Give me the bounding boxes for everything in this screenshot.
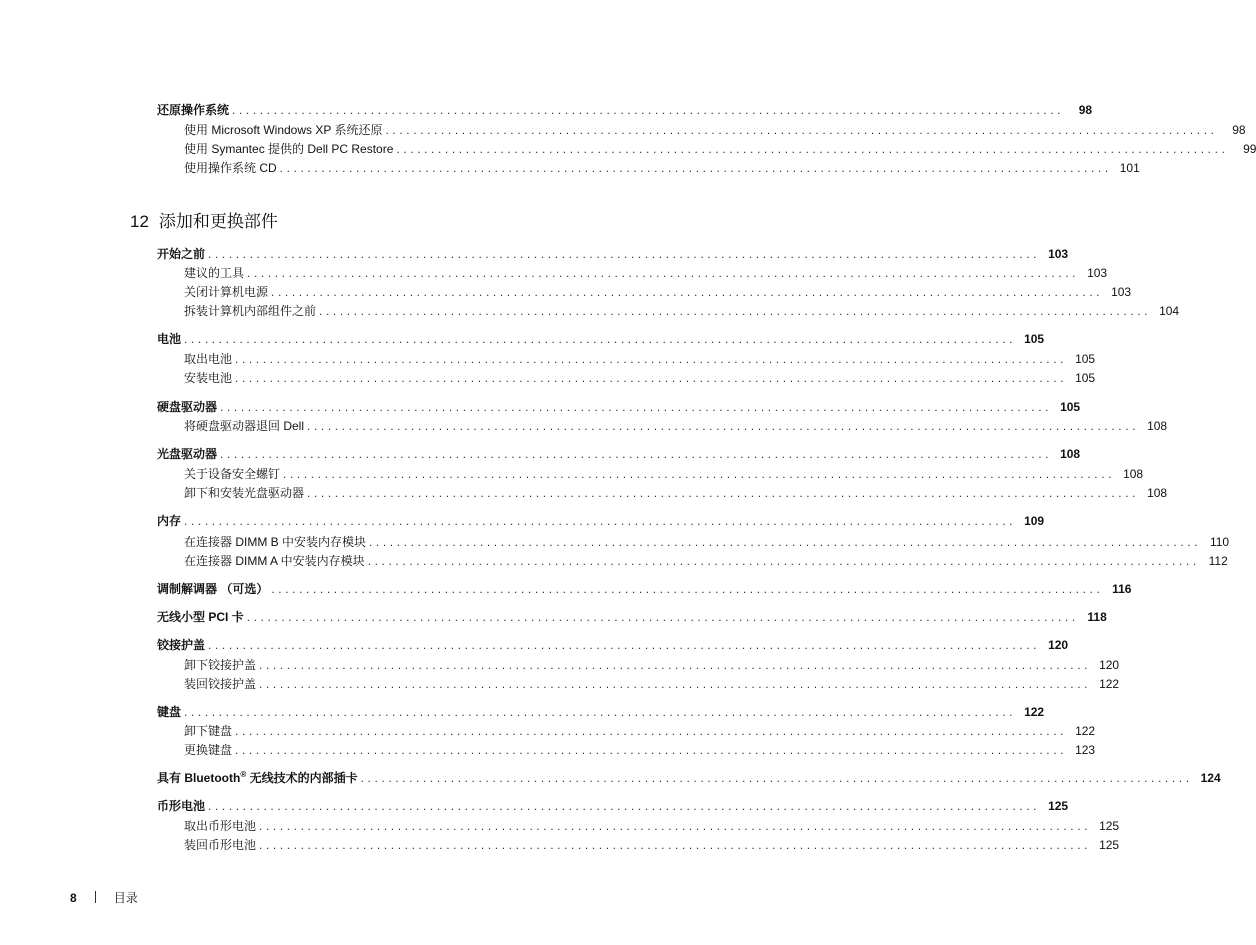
toc-entry-page: 101 (1119, 161, 1140, 175)
page-footer (70, 889, 138, 907)
toc-entry-page: 110 (1209, 535, 1230, 549)
toc-subentry[interactable] (184, 836, 1120, 854)
toc-subentry[interactable] (184, 675, 1120, 693)
toc-entry[interactable] (157, 608, 1107, 626)
chapter-heading (130, 211, 278, 233)
toc-entry[interactable] (157, 512, 1045, 530)
toc-subentry[interactable] (184, 741, 1096, 759)
toc-entry-page: 105 (1075, 371, 1096, 385)
dot-leader: ........................................................................................................................ (279, 161, 1112, 175)
toc-subentry[interactable] (184, 369, 1096, 387)
toc-entry[interactable] (157, 580, 1132, 598)
toc-subentry[interactable] (184, 302, 1180, 320)
toc-entry-title: 使用操作系统 CD (184, 159, 280, 177)
toc-subentry[interactable] (184, 159, 1140, 177)
toc-entry-page: 122 (1075, 724, 1096, 738)
toc-entry-page: 99 (1243, 142, 1256, 156)
dot-leader: ........................................................................................................................ (385, 123, 1218, 137)
chapter-title: 添加和更换部件 (158, 212, 278, 231)
toc-entry-page: 103 (1087, 266, 1108, 280)
toc-entry-title: 安装电池 (184, 369, 235, 387)
toc-entry-title: 在连接器 DIMM A 中安装内存模块 (184, 552, 368, 570)
toc-entry-page: 98 (1232, 123, 1246, 137)
dot-leader: ........................................................................................................................ (259, 677, 1092, 691)
dot-leader: ........................................................................................................................ (307, 486, 1140, 500)
dot-leader: ........................................................................................................................ (235, 724, 1068, 738)
chapter-number: 12 (130, 212, 149, 231)
toc-entry-title: 无线小型 PCI 卡 (157, 608, 247, 626)
toc-entry-page: 103 (1111, 285, 1132, 299)
dot-leader: ........................................................................................................................ (184, 332, 1017, 346)
toc-entry-title (157, 769, 361, 787)
toc-entry-page: 122 (1024, 705, 1045, 719)
toc-entry-title: 币形电池 (157, 797, 208, 815)
toc-entry[interactable] (157, 636, 1069, 654)
toc-entry[interactable] (157, 101, 1093, 119)
toc-entry-title: 键盘 (157, 703, 184, 721)
toc-entry-title: 将硬盘驱动器退回 Dell (184, 417, 307, 435)
dot-leader: ........................................................................................................................ (396, 142, 1229, 156)
toc-entry-page: 105 (1075, 352, 1096, 366)
toc-entry[interactable] (157, 445, 1081, 463)
toc-entry-page: 112 (1208, 554, 1228, 568)
toc-entry-title: 关于设备安全螺钉 (184, 465, 283, 483)
toc-entry-title: 使用 Microsoft Windows XP 系统还原 (184, 121, 385, 139)
toc-entry-title: 取出电池 (184, 350, 235, 368)
toc-entry-page: 103 (1048, 247, 1069, 261)
footer-page-number: 8 (70, 891, 77, 905)
title-suffix: 无线技术的内部插卡 (246, 771, 358, 785)
dot-leader: ........................................................................................................................ (367, 554, 1200, 568)
toc-entry-page: 104 (1159, 304, 1180, 318)
dot-leader: ........................................................................................................................ (369, 535, 1202, 549)
toc-subentry[interactable] (184, 465, 1144, 483)
toc-entry-title: 在连接器 DIMM B 中安装内存模块 (184, 533, 369, 551)
toc-entry-title: 取出币形电池 (184, 817, 259, 835)
dot-leader: ........................................................................................................................ (235, 371, 1068, 385)
dot-leader: ........................................................................................................................ (271, 285, 1104, 299)
dot-leader: ........................................................................................................................ (271, 582, 1104, 596)
toc-entry-page: 125 (1048, 799, 1069, 813)
dot-leader: ........................................................................................................................ (235, 743, 1068, 757)
toc-subentry[interactable] (184, 656, 1120, 674)
toc-subentry[interactable] (184, 533, 1230, 551)
toc-entry-title: 内存 (157, 512, 184, 530)
toc-entry-title: 装回铰接护盖 (184, 675, 259, 693)
toc-entry-page: 124 (1200, 771, 1221, 785)
toc-entry[interactable] (157, 398, 1081, 416)
toc-entry[interactable] (157, 797, 1069, 815)
dot-leader: ........................................................................................................................ (259, 838, 1092, 852)
toc-subentry[interactable] (184, 283, 1132, 301)
toc-entry-title: 铰接护盖 (157, 636, 208, 654)
toc-entry-page: 105 (1060, 400, 1081, 414)
toc-entry-title: 硬盘驱动器 (157, 398, 220, 416)
toc-subentry[interactable] (184, 417, 1168, 435)
toc-entry-title: 开始之前 (157, 245, 208, 263)
toc-entry-page: 120 (1048, 638, 1069, 652)
dot-leader: ........................................................................................................................ (307, 419, 1140, 433)
dot-leader: ........................................................................................................................ (232, 103, 1065, 117)
toc-entry[interactable] (157, 330, 1045, 348)
toc-subentry[interactable] (184, 264, 1108, 282)
toc-entry-title: 卸下键盘 (184, 722, 235, 740)
toc-entry-title: 拆装计算机内部组件之前 (184, 302, 319, 320)
toc-entry-title: 调制解调器 （可选） (157, 580, 271, 598)
dot-leader: ........................................................................................................................ (259, 819, 1092, 833)
toc-entry-title: 卸下铰接护盖 (184, 656, 259, 674)
footer-label: 目录 (113, 891, 138, 905)
toc-entry-page: 108 (1060, 447, 1081, 461)
dot-leader: ........................................................................................................................ (184, 514, 1017, 528)
toc-entry-page: 108 (1123, 467, 1144, 481)
toc-entry-page: 108 (1147, 419, 1168, 433)
toc-entry-page: 122 (1099, 677, 1120, 691)
dot-leader: ........................................................................................................................ (247, 266, 1080, 280)
toc-entry-title: 更换键盘 (184, 741, 235, 759)
footer-divider (95, 891, 96, 903)
dot-leader: ........................................................................................................................ (184, 705, 1017, 719)
toc-entry-title: 使用 Symantec 提供的 Dell PC Restore (184, 140, 396, 158)
toc-subentry[interactable] (184, 121, 1246, 139)
toc-subentry[interactable] (184, 722, 1096, 740)
toc-entry-page: 125 (1099, 819, 1120, 833)
dot-leader: ........................................................................................................................ (220, 447, 1053, 461)
toc-subentry[interactable] (184, 552, 1228, 570)
toc-entry-page: 123 (1075, 743, 1096, 757)
toc-entry-page: 118 (1087, 610, 1107, 624)
toc-entry-title: 建议的工具 (184, 264, 247, 282)
toc-subentry[interactable] (184, 140, 1256, 158)
toc-entry-title: 还原操作系统 (157, 101, 232, 119)
toc-entry[interactable] (157, 245, 1069, 263)
dot-leader: ........................................................................................................................ (208, 638, 1041, 652)
toc-entry-page: 105 (1024, 332, 1045, 346)
toc-subentry[interactable] (184, 817, 1120, 835)
toc-entry-page: 98 (1078, 103, 1093, 117)
dot-leader: ........................................................................................................................ (319, 304, 1152, 318)
dot-leader: ........................................................................................................................ (208, 247, 1041, 261)
dot-leader: ........................................................................................................................ (208, 799, 1041, 813)
toc-subentry[interactable] (184, 484, 1168, 502)
toc-entry-title: 装回币形电池 (184, 836, 259, 854)
dot-leader: ........................................................................................................................ (360, 771, 1193, 785)
toc-entry-title: 电池 (157, 330, 184, 348)
dot-leader: ........................................................................................................................ (220, 400, 1053, 414)
registered-mark: ® (240, 770, 247, 779)
toc-entry[interactable] (157, 703, 1045, 721)
toc-subentry[interactable] (184, 350, 1096, 368)
toc-entry-page: 109 (1024, 514, 1045, 528)
dot-leader: ........................................................................................................................ (235, 352, 1068, 366)
toc-entry-page: 125 (1099, 838, 1120, 852)
title-prefix: 具有 Bluetooth (157, 771, 241, 785)
dot-leader: ........................................................................................................................ (246, 610, 1079, 624)
toc-entry-title: 关闭计算机电源 (184, 283, 271, 301)
toc-entry-page: 120 (1099, 658, 1120, 672)
toc-entry-page: 116 (1112, 582, 1132, 596)
toc-entry-title: 光盘驱动器 (157, 445, 220, 463)
dot-leader: ........................................................................................................................ (259, 658, 1092, 672)
toc-entry-title: 卸下和安装光盘驱动器 (184, 484, 307, 502)
toc-entry[interactable] (157, 769, 1221, 787)
toc-entry-page: 108 (1147, 486, 1168, 500)
dot-leader: ........................................................................................................................ (283, 467, 1116, 481)
